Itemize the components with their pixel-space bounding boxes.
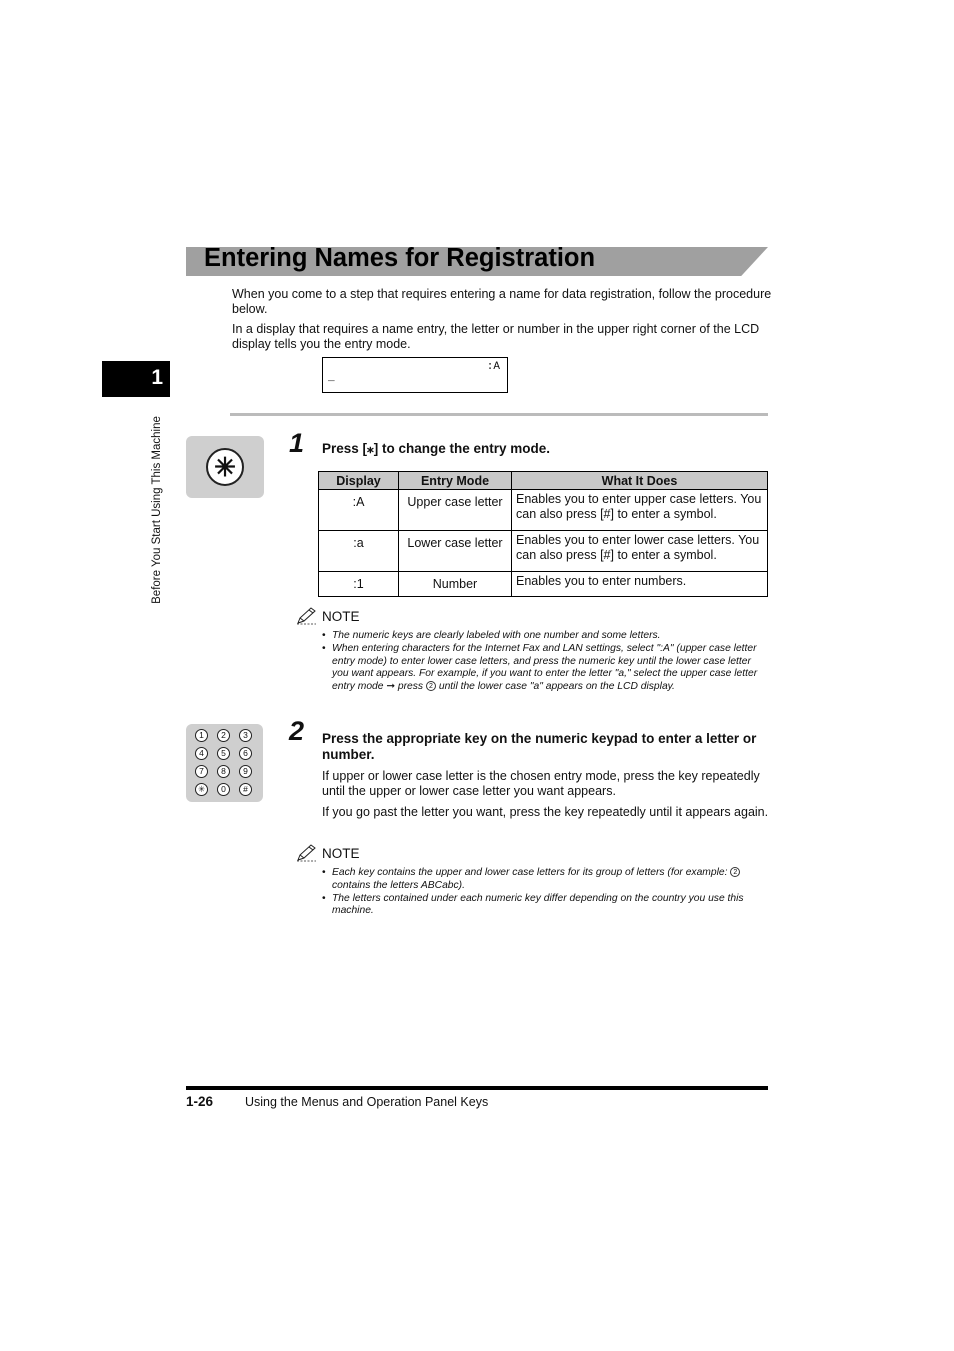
key-3-icon: 3: [239, 729, 252, 742]
step-2-body-1: If upper or lower case letter is the chosen entry mode, press the key repeatedly until the upper or lower case letter you want appears.: [322, 769, 760, 798]
table-cell-desc: Enables you to enter upper case letters. You can also press [#] to enter a symbol.: [512, 490, 768, 531]
note-label: NOTE: [322, 845, 360, 861]
table-cell-mode: Number: [399, 572, 512, 597]
step-number-1: 1: [289, 428, 305, 458]
table-cell-mode: Lower case letter: [399, 531, 512, 572]
list-item: • The letters contained under each numeric key differ depending on the country you use this machine.: [322, 892, 744, 917]
key-6-icon: 6: [239, 747, 252, 760]
key-hash-icon: #: [239, 783, 252, 796]
key-0-icon: 0: [217, 783, 230, 796]
note-heading-2: [296, 844, 360, 862]
table-header-entry-mode: Entry Mode: [399, 472, 512, 490]
note-list-2: [322, 867, 770, 918]
key-2-icon: 2: [426, 681, 436, 691]
note-text: contains the letters ABCabc).: [332, 879, 465, 891]
step-2-body-2: If you go past the letter you want, press the key repeatedly until it appears again.: [322, 805, 769, 819]
step-2-title: Press the appropriate key on the numeric keypad to enter a letter or number.: [322, 731, 757, 762]
lcd-cursor: _: [328, 372, 335, 384]
note-list-1: [322, 630, 770, 694]
table-row: [319, 490, 768, 531]
lcd-display-illustration: [322, 357, 508, 393]
table-header-what-it-does: What It Does: [512, 472, 768, 490]
lcd-entry-mode: :A: [486, 361, 500, 373]
step-1-title-post: ] to change the entry mode.: [373, 441, 551, 456]
step-number-2: 2: [289, 716, 305, 746]
key-2-icon: 2: [217, 729, 230, 742]
table-row: [319, 531, 768, 572]
table-cell-mode: Upper case letter: [399, 490, 512, 531]
pencil-icon: [296, 844, 318, 862]
table-cell-display: :A: [319, 490, 399, 531]
chapter-tab: 1: [102, 361, 170, 397]
intro-paragraph-1: When you come to a step that requires entering a name for data registration, follow the procedure below.: [232, 287, 772, 316]
table-cell-desc: Enables you to enter numbers.: [512, 572, 768, 597]
numeric-keypad-icon: [186, 724, 263, 802]
footer-section-title: Using the Menus and Operation Panel Keys: [245, 1095, 489, 1109]
chapter-side-label: Before You Start Using This Machine: [151, 416, 163, 604]
step-1-title-pre: Press [: [322, 441, 368, 456]
note-text: Each key contains the upper and lower case letters for its group of letters (for example:: [332, 867, 728, 878]
note-heading-1: [296, 607, 360, 625]
entry-mode-table: [318, 471, 768, 597]
step-1-title: [322, 441, 550, 457]
intro-paragraph-2: In a display that requires a name entry, the letter or number in the upper right corner of the LCD display tells you the entry mode.: [232, 322, 760, 351]
list-item: • The numeric keys are clearly labeled with one number and some letters.: [322, 630, 661, 641]
section-divider: [230, 413, 768, 416]
asterisk-key-glyph: ⁎: [367, 441, 374, 456]
arrow-icon: ➞: [386, 681, 396, 693]
key-5-icon: 5: [217, 747, 230, 760]
table-header-row: [319, 472, 768, 490]
table-cell-display: :1: [319, 572, 399, 597]
table-row: [319, 572, 768, 597]
star-key-icon: [186, 436, 264, 498]
table-cell-display: :a: [319, 531, 399, 572]
key-2-icon: 2: [730, 867, 740, 877]
footer-rule: [186, 1086, 768, 1090]
list-item: • Each key contains the upper and lower case letters for its group of letters (for example: 2 contains the letters ABCabc).: [322, 867, 770, 893]
asterisk-icon: ✳: [206, 448, 244, 486]
key-star-icon: ✳: [195, 783, 208, 796]
note-label: NOTE: [322, 608, 360, 624]
page-title: Entering Names for Registration: [204, 244, 596, 272]
pencil-icon: [296, 607, 318, 625]
note-text: until the lower case "a" appears on the LCD display.: [438, 681, 675, 693]
key-8-icon: 8: [217, 765, 230, 778]
table-cell-desc: Enables you to enter lower case letters. You can also press [#] to enter a symbol.: [512, 531, 768, 572]
key-4-icon: 4: [195, 747, 208, 760]
note-text: press: [397, 681, 424, 693]
key-1-icon: 1: [195, 729, 208, 742]
table-header-display: Display: [319, 472, 399, 490]
note-text: The numeric keys are clearly labeled with one number and some letters.: [332, 630, 661, 641]
page-number: 1-26: [186, 1094, 214, 1109]
key-7-icon: 7: [195, 765, 208, 778]
note-text: When entering characters for the Internet Fax and LAN settings, select ":A" (upper case letter entry mode) to enter lower case letters, and press the numeric key until the lower case letter you want appears. For example, if you want to enter the letter "a," select the upper case letter entry mode: [332, 642, 758, 693]
note-text: The letters contained under each numeric key differ depending on the country you use this machine.: [332, 892, 744, 917]
list-item: • When entering characters for the Internet Fax and LAN settings, select ":A" (upper case letter entry mode) to enter lower case letters, and press the numeric key until the lower case letter you want appears. For example, if you want to enter the letter "a," select the upper case letter entry mode ➞ press 2 until the lower case "a" appears on the LCD display.: [322, 642, 758, 693]
key-9-icon: 9: [239, 765, 252, 778]
